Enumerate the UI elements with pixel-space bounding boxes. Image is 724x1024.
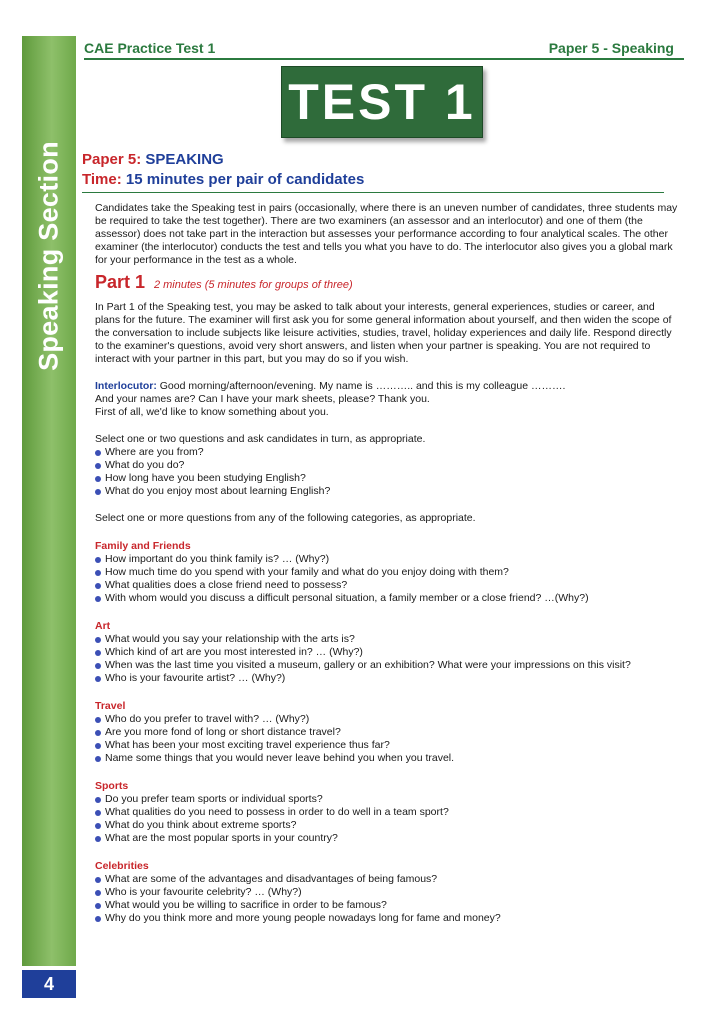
question-text: How long have you been studying English? xyxy=(105,472,306,484)
category-title-celebrities: Celebrities xyxy=(95,860,149,872)
list-item xyxy=(95,899,680,912)
list-item xyxy=(95,806,680,819)
question-text: What do you do? xyxy=(105,459,185,471)
bullet-icon xyxy=(95,676,101,682)
list-item xyxy=(95,793,680,806)
question-text: Who is your favourite artist? … (Why?) xyxy=(105,672,286,684)
category-list-art xyxy=(95,633,680,685)
time-heading xyxy=(82,171,364,188)
part1-title: Part 1 xyxy=(95,272,146,292)
list-item xyxy=(95,713,680,726)
bullet-icon xyxy=(95,557,101,563)
bullet-icon xyxy=(95,903,101,909)
question-text: Are you more fond of long or short distance travel? xyxy=(105,726,341,738)
category-title-family: Family and Friends xyxy=(95,540,191,552)
question-text: What qualities does a close friend need to possess? xyxy=(105,579,348,591)
list-item xyxy=(95,832,680,845)
list-item xyxy=(95,485,680,498)
intro-paragraph: Candidates take the Speaking test in pairs (occasionally, where there is an uneven number of candidates, three students may be required to take the test together). There are two examiners (an assessor and an interlocutor) and one of them (the assessor) does not take part in the interaction but assesses your performance according to four analytical scales. The other examiner (the interlocutor) conducts the test and tells you what you have to do. The interlocutor also gives you a global mark for your performance in the test as a whole. xyxy=(95,202,678,266)
list-item xyxy=(95,646,680,659)
category-list-travel xyxy=(95,713,680,765)
category-list-sports xyxy=(95,793,680,845)
category-title-travel: Travel xyxy=(95,700,126,712)
test-title-box: TEST 1 xyxy=(281,66,483,138)
time-label: Time: xyxy=(82,171,122,188)
question-text: How much time do you spend with your family and what do you enjoy doing with them? xyxy=(105,566,509,578)
question-text: Who do you prefer to travel with? … (Why?) xyxy=(105,713,310,725)
bullet-icon xyxy=(95,476,101,482)
question-text: How important do you think family is? … (Why?) xyxy=(105,553,330,565)
question-text: What would you be willing to sacrifice in order to be famous? xyxy=(105,899,387,911)
part1-note: 2 minutes (5 minutes for groups of three) xyxy=(153,279,353,291)
list-item xyxy=(95,566,680,579)
question-text: Who is your favourite celebrity? … (Why?) xyxy=(105,886,302,898)
list-item xyxy=(95,819,680,832)
bullet-icon xyxy=(95,730,101,736)
header-test-title: CAE Practice Test 1 xyxy=(84,40,216,56)
section-title-vertical: Speaking Section xyxy=(33,141,64,371)
list-item xyxy=(95,592,680,605)
bullet-icon xyxy=(95,650,101,656)
interlocutor-greeting: Good morning/afternoon/evening. My name is ……….. and this is my colleague ………. xyxy=(159,380,566,392)
list-item xyxy=(95,886,680,899)
bullet-icon xyxy=(95,877,101,883)
question-text: When was the last time you visited a museum, gallery or an exhibition? What were your impressions on this visit? xyxy=(105,659,631,671)
paper-label: Paper 5: xyxy=(82,151,142,168)
title-divider xyxy=(82,192,664,193)
question-text: Which kind of art are you most interested in? … (Why?) xyxy=(105,646,363,658)
header-paper-title: Paper 5 - Speaking xyxy=(548,40,674,56)
select-intro: Select one or two questions and ask candidates in turn, as appropriate. xyxy=(95,433,426,445)
bullet-icon xyxy=(95,756,101,762)
paper-name: SPEAKING xyxy=(145,151,224,168)
bullet-icon xyxy=(95,743,101,749)
list-item xyxy=(95,446,680,459)
main-content xyxy=(95,202,680,925)
interlocutor-line-2: And your names are? Can I have your mark sheets, please? Thank you. xyxy=(95,393,430,405)
list-item xyxy=(95,459,680,472)
question-text: What are some of the advantages and disadvantages of being famous? xyxy=(105,873,438,885)
list-item xyxy=(95,579,680,592)
list-item xyxy=(95,752,680,765)
question-text: What are the most popular sports in your country? xyxy=(105,832,338,844)
list-item xyxy=(95,912,680,925)
question-text: Why do you think more and more young people nowadays long for fame and money? xyxy=(105,912,501,924)
question-text: Where are you from? xyxy=(105,446,204,458)
question-text: Do you prefer team sports or individual sports? xyxy=(105,793,323,805)
bullet-icon xyxy=(95,463,101,469)
part1-description: In Part 1 of the Speaking test, you may be asked to talk about your interests, general experiences, studies or career, and plans for the future. The examiner will first ask you for some general information about yourself, and then widen the scope of the conversation to include subjects like leisure activities, studies, travel, holiday experiences and daily life. Respond directly to the examiner's questions, avoid very short answers, and listen when your partner is speaking. You are not required to interact with your partner in this part, but you may do so if you wish. xyxy=(95,301,672,365)
question-text: With whom would you discuss a difficult personal situation, a family member or a close friend? …(Why?) xyxy=(105,592,589,604)
question-text: What has been your most exciting travel experience thus far? xyxy=(105,739,390,751)
interlocutor-line-3: First of all, we'd like to know something about you. xyxy=(95,406,329,418)
list-item xyxy=(95,873,680,886)
bullet-icon xyxy=(95,717,101,723)
list-item xyxy=(95,472,680,485)
part1-heading xyxy=(95,272,680,292)
bullet-icon xyxy=(95,637,101,643)
time-value: 15 minutes per pair of candidates xyxy=(125,171,365,188)
interlocutor-label: Interlocutor: xyxy=(95,380,157,392)
page-number: 4 xyxy=(22,970,76,998)
bullet-icon xyxy=(95,916,101,922)
bullet-icon xyxy=(95,489,101,495)
category-title-art: Art xyxy=(95,620,111,632)
question-text: What do you enjoy most about learning English? xyxy=(105,485,331,497)
question-text: What would you say your relationship with the arts is? xyxy=(105,633,355,645)
bullet-icon xyxy=(95,663,101,669)
list-item xyxy=(95,659,680,672)
bullet-icon xyxy=(95,890,101,896)
bullet-icon xyxy=(95,570,101,576)
select-categories: Select one or more questions from any of the following categories, as appropriate. xyxy=(95,512,476,524)
list-item xyxy=(95,672,680,685)
header-divider xyxy=(84,58,684,60)
bullet-icon xyxy=(95,836,101,842)
paper-heading xyxy=(82,151,224,168)
bullet-icon xyxy=(95,596,101,602)
bullet-icon xyxy=(95,450,101,456)
list-item xyxy=(95,633,680,646)
category-list-family xyxy=(95,553,680,605)
list-item xyxy=(95,553,680,566)
list-item xyxy=(95,726,680,739)
question-text: What do you think about extreme sports? xyxy=(105,819,297,831)
bullet-icon xyxy=(95,810,101,816)
list-item xyxy=(95,739,680,752)
intro-question-list xyxy=(95,446,680,498)
question-text: Name some things that you would never leave behind you when you travel. xyxy=(105,752,455,764)
bullet-icon xyxy=(95,823,101,829)
interlocutor-line-1 xyxy=(95,380,680,393)
category-title-sports: Sports xyxy=(95,780,129,792)
bullet-icon xyxy=(95,583,101,589)
question-text: What qualities do you need to possess in order to do well in a team sport? xyxy=(105,806,449,818)
category-list-celebrities xyxy=(95,873,680,925)
bullet-icon xyxy=(95,797,101,803)
